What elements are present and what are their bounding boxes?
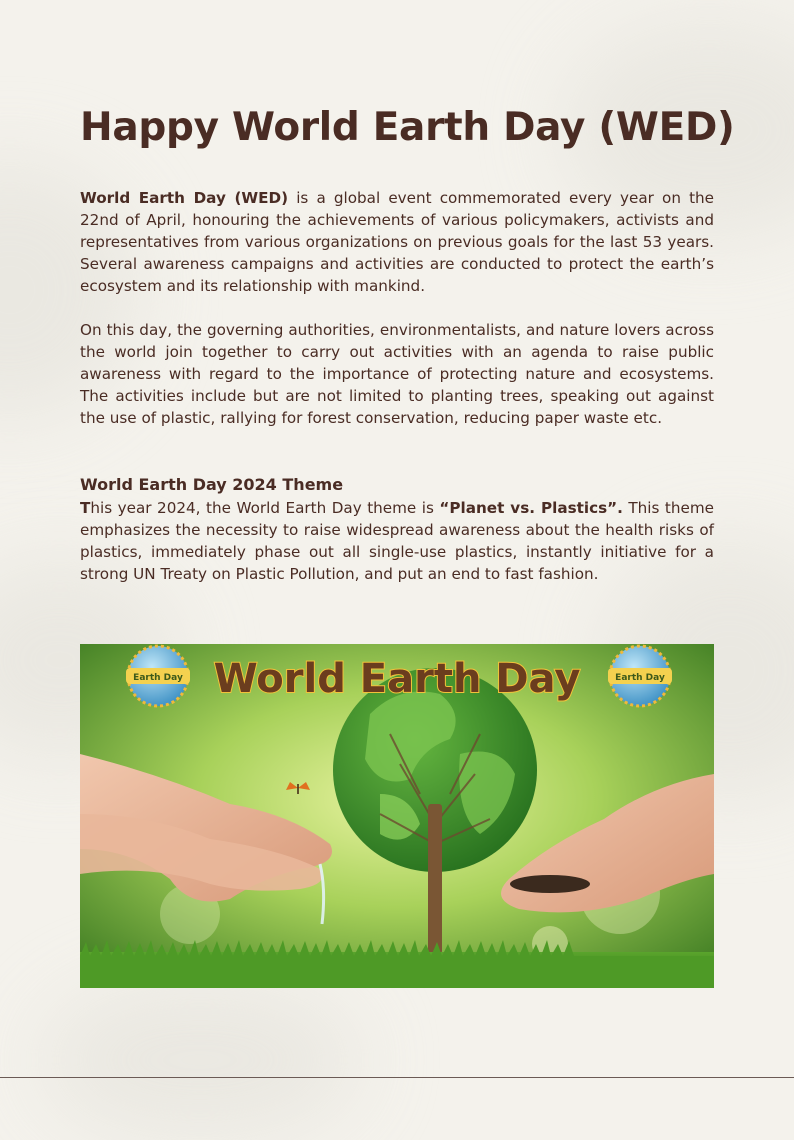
theme-heading: World Earth Day 2024 Theme [80,475,344,494]
earth-day-photo [80,644,714,988]
theme-drop-letter: T [80,499,91,517]
banner-text: World Earth Day [213,656,581,702]
intro-paragraph [80,187,714,297]
theme-name: “Planet vs. Plastics”. [439,499,623,517]
intro-text: is a global event commemorated every year on the 22nd of April, honouring the achievements of various policymakers, activists and representatives from various organizations on previous goals for the last 53 years. Several awareness campaigns and activities are conducted to protect the earth’s ecosystem and its relationship with mankind. [80,189,714,295]
page-title: Happy World Earth Day (WED) [80,105,735,150]
earth-day-illustration [80,644,714,988]
theme-text-after: This theme emphasizes the necessity to raise widespread awareness about the health risks of plastics, immediately phase out all single-use plastics, instantly initiative for a strong UN Treaty on Plastic Pollution, and put an end to fast fashion. [80,499,714,583]
theme-paragraph [80,497,714,585]
badge-label: Earth Day [615,673,665,683]
intro-lead: World Earth Day (WED) [80,189,289,207]
background-shadow [40,980,360,1140]
theme-text-before: his year 2024, the World Earth Day theme is [90,499,440,517]
badge-label: Earth Day [133,673,183,683]
footer-divider [0,1077,794,1078]
activities-paragraph: On this day, the governing authorities, environmentalists, and nature lovers across the world join together to carry out activities with an agenda to raise public awareness with regard to the importance of protecting nature and ecosystems. The activities include but are not limited to planting trees, speaking out against the use of plastic, rallying for forest conservation, reducing paper waste etc. [80,321,714,427]
soil [510,875,590,893]
